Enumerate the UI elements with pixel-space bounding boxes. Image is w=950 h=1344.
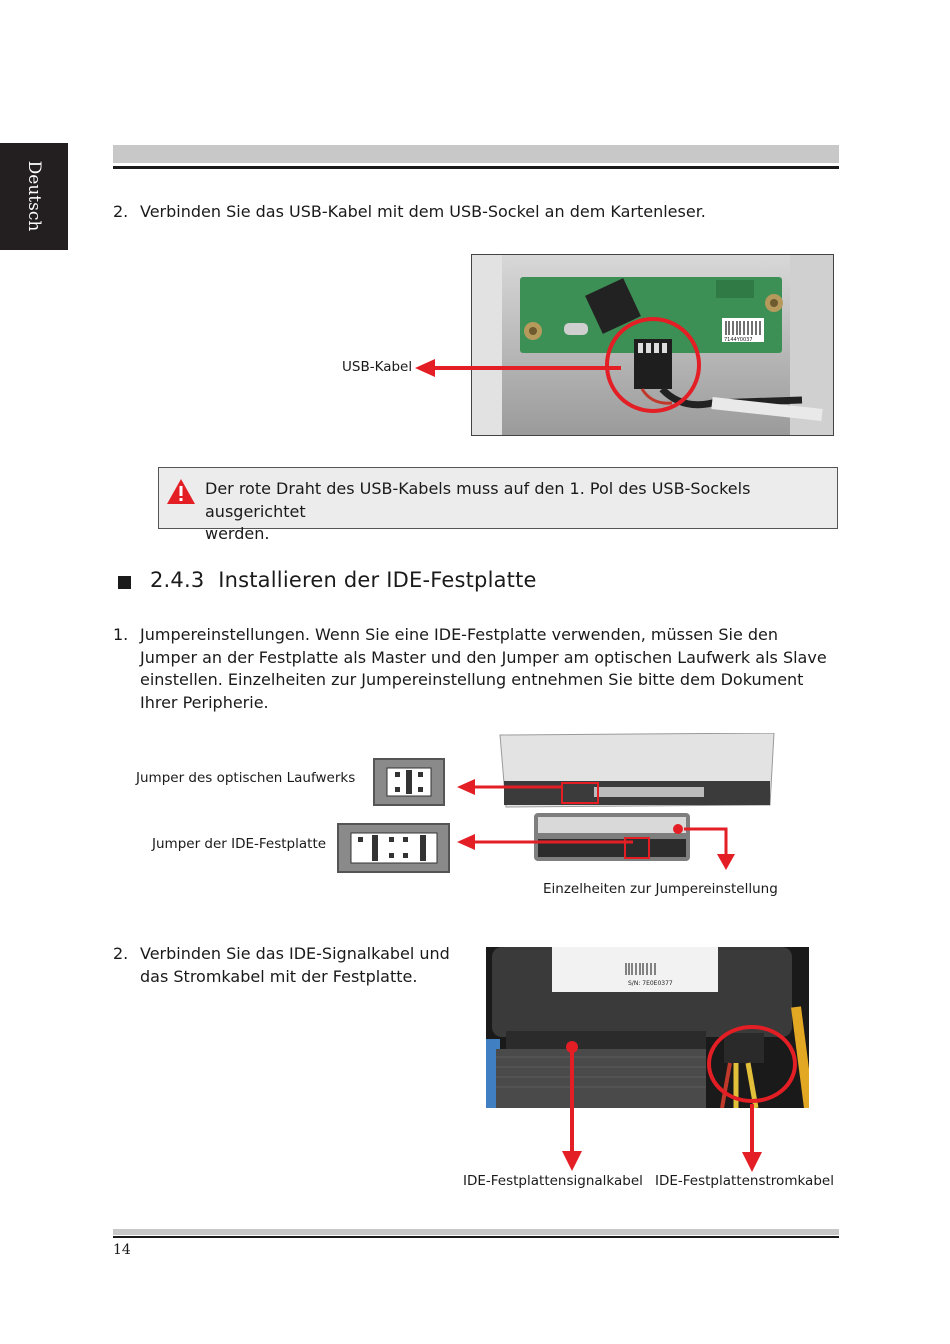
footer-rule xyxy=(113,1236,839,1238)
warning-icon xyxy=(166,478,196,505)
step-jumper-line-2: Jumper an der Festplatte als Master und den Jumper am optischen Laufwerk als Slave xyxy=(140,647,827,667)
warning-note-text xyxy=(205,478,845,546)
hdd-jumper-diagram xyxy=(337,823,450,873)
warning-note-line-1: Der rote Draht des USB-Kabels muss auf den 1. Pol des USB-Sockels ausgerichtet xyxy=(205,479,751,521)
step-number: 2. xyxy=(113,202,129,221)
step-jumper-line-1: Jumpereinstellungen. Wenn Sie eine IDE-Festplatte verwenden, müssen Sie den xyxy=(140,625,779,644)
step-jumper xyxy=(113,624,843,714)
usb-cable-arrow xyxy=(413,356,623,380)
optical-jumper-arrow xyxy=(455,777,565,797)
usb-cable-label: USB-Kabel xyxy=(342,359,413,375)
language-tab xyxy=(0,143,68,250)
section-heading xyxy=(150,568,537,592)
step-number: 2. xyxy=(113,944,129,963)
step-cable xyxy=(113,943,450,988)
power-cable-label: IDE-Festplattenstromkabel xyxy=(655,1173,834,1189)
warning-note-line-2: werden. xyxy=(205,524,270,543)
step-number: 1. xyxy=(113,625,129,644)
step-cable-line-2: das Stromkabel mit der Festplatte. xyxy=(140,966,418,986)
step-text: Verbinden Sie das USB-Kabel mit dem USB-Sockel an dem Kartenleser. xyxy=(140,202,706,221)
step-jumper-line-3: einstellen. Einzelheiten zur Jumpereinstellung entnehmen Sie bitte dem Dokument xyxy=(140,670,804,689)
details-arrow xyxy=(675,820,740,872)
section-number: 2.4.3 xyxy=(150,568,205,592)
section-bullet-icon xyxy=(118,576,131,589)
step-cable-line-1: Verbinden Sie das IDE-Signalkabel und xyxy=(140,944,450,963)
optical-jumper-label: Jumper des optischen Laufwerks xyxy=(136,770,356,786)
jumper-details-label: Einzelheiten zur Jumpereinstellung xyxy=(543,881,778,897)
power-cable-arrow xyxy=(741,1104,763,1176)
signal-cable-label: IDE-Festplattensignalkabel xyxy=(463,1173,643,1189)
section-title: Installieren der IDE-Festplatte xyxy=(218,568,537,592)
hdd-jumper-arrow xyxy=(455,832,635,852)
step-usb xyxy=(113,201,706,224)
step-jumper-line-4: Ihrer Peripherie. xyxy=(140,692,269,712)
signal-cable-arrow xyxy=(561,1045,583,1175)
hdd-jumper-label: Jumper der IDE-Festplatte xyxy=(152,836,327,852)
header-bar xyxy=(113,145,839,163)
language-tab-label: Deutsch xyxy=(24,160,44,232)
sn-text: S/N: 7E0E0377 xyxy=(628,980,673,987)
page-number: 14 xyxy=(113,1242,131,1258)
header-rule xyxy=(113,166,839,169)
footer-bar xyxy=(113,1229,839,1235)
cable-photo xyxy=(486,947,809,1108)
pcb-label: 7144Y0037 xyxy=(724,337,753,343)
usb-photo xyxy=(471,254,834,436)
optical-jumper-diagram xyxy=(373,758,445,806)
